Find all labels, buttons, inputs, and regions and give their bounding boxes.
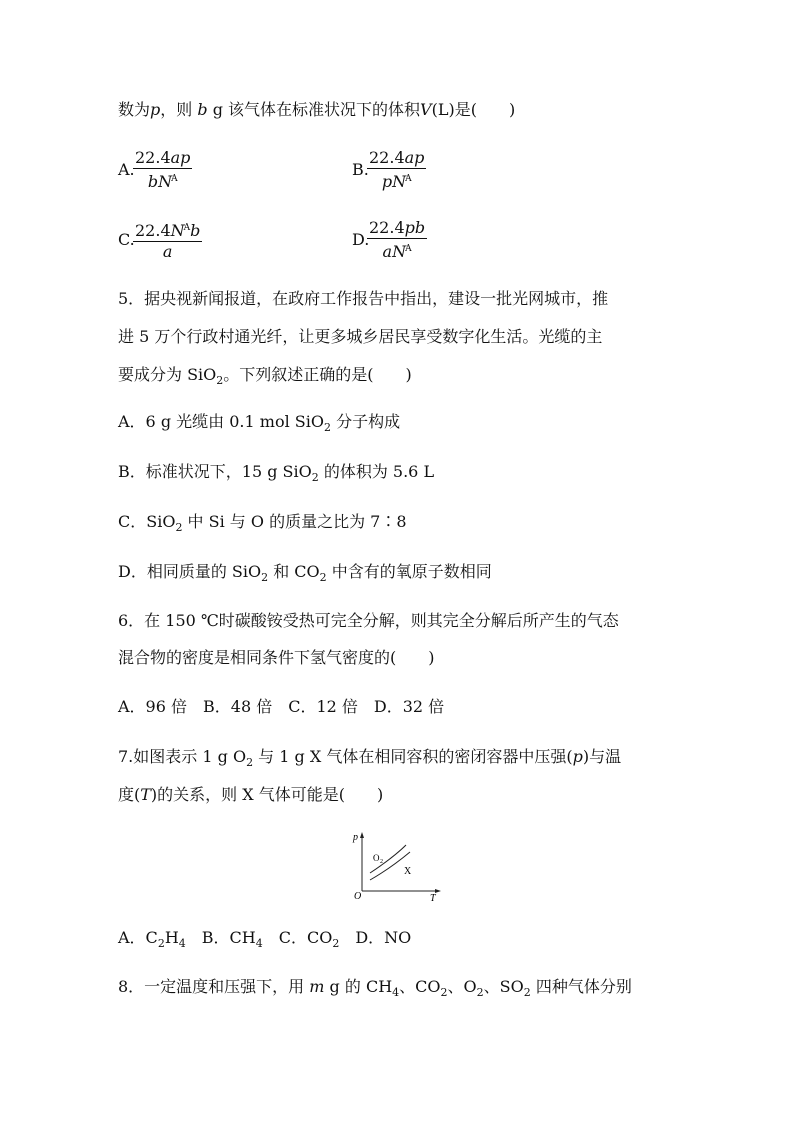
q4-option-c-fraction xyxy=(133,218,202,262)
y-axis-label: p xyxy=(353,832,358,843)
text: 四种气体分别 xyxy=(530,977,632,996)
num-var: ap xyxy=(170,148,191,167)
subscript: 2 xyxy=(440,986,448,999)
var-p: p xyxy=(150,100,161,119)
subscript: 4 xyxy=(255,937,263,950)
q7-line-1 xyxy=(118,746,621,774)
den-sup: A xyxy=(405,244,412,254)
subscript: 2 xyxy=(157,937,165,950)
q8-line-1 xyxy=(118,976,632,1004)
q4-option-c-label: C. xyxy=(118,230,135,249)
text: D．相同质量的 SiO xyxy=(118,562,262,581)
q6-line-2: 混合物的密度是相同条件下氢气密度的( ) xyxy=(118,648,435,667)
subscript: 4 xyxy=(392,986,400,999)
x-curve-label: X xyxy=(404,866,412,877)
text: 、CO xyxy=(399,977,441,996)
text: )的关系，则 X 气体可能是( ) xyxy=(150,785,384,804)
q4-stem-text: (L)是( ) xyxy=(431,100,516,119)
var-p: p xyxy=(572,747,583,766)
text: 要成分为 SiO xyxy=(118,365,217,384)
num-const: 22.4 xyxy=(369,218,405,237)
numerator xyxy=(133,218,202,242)
q7-options xyxy=(118,927,411,955)
numerator xyxy=(367,218,427,239)
numerator xyxy=(367,148,426,169)
text: 和 CO xyxy=(268,562,320,581)
subscript: 2 xyxy=(175,521,183,534)
num-const: 22.4 xyxy=(135,148,171,167)
num-var: ap xyxy=(404,148,425,167)
subscript: 2 xyxy=(311,471,319,484)
o2-label: O xyxy=(373,853,380,863)
q5-line-2: 进 5 万个行政村通光纤，让更多城乡居民享受数字化生活。光缆的主 xyxy=(118,327,603,346)
text: )与温 xyxy=(582,747,622,766)
denominator xyxy=(381,239,414,262)
text: g 的 CH xyxy=(324,977,393,996)
text: 8．一定温度和压强下，用 xyxy=(118,977,310,996)
num-var: b xyxy=(190,221,201,240)
q5-line-3 xyxy=(118,364,412,392)
var-v: V xyxy=(420,100,432,119)
num-sup: A xyxy=(183,223,191,233)
text: C．CO xyxy=(262,928,333,947)
q6-options: A．96 倍 B．48 倍 C．12 倍 D．32 倍 xyxy=(118,697,445,716)
subscript: 2 xyxy=(246,756,254,769)
text: 7.如图表示 1 g O xyxy=(118,747,247,766)
x-axis-arrow xyxy=(435,889,441,893)
denominator xyxy=(146,169,180,192)
text: 的体积为 5.6 L xyxy=(318,462,435,481)
subscript: 4 xyxy=(178,937,186,950)
text: 中含有的氧原子数相同 xyxy=(326,562,492,581)
q5-option-b xyxy=(118,461,434,489)
den-var: pN xyxy=(381,172,407,191)
text: 、SO xyxy=(483,977,524,996)
den-var: aN xyxy=(382,242,407,261)
var-t: T xyxy=(140,785,151,804)
num-const: 22.4 xyxy=(369,148,405,167)
text: 与 1 g X 气体在相同容积的密闭容器中压强( xyxy=(253,747,573,766)
var-b: b xyxy=(197,100,208,119)
num-var: pb xyxy=(404,218,426,237)
q4-option-d-fraction xyxy=(367,218,427,262)
q4-option-b-fraction xyxy=(367,148,426,192)
q4-stem-text: 数为 xyxy=(118,100,151,119)
q4-option-a-label: A. xyxy=(118,160,135,179)
text: 、O xyxy=(447,977,477,996)
q5-line-1: 5．据央视新闻报道，在政府工作报告中指出，建设一批光网城市，推 xyxy=(118,289,609,308)
num-var: N xyxy=(170,221,185,240)
den-var: bN xyxy=(147,172,173,191)
y-axis-arrow xyxy=(360,832,364,838)
q5-option-a xyxy=(118,411,400,439)
numerator xyxy=(133,148,192,169)
text: B．标准状况下，15 g SiO xyxy=(118,462,312,481)
denominator xyxy=(380,169,414,192)
q4-stem-text: g 该气体在标准状况下的体积 xyxy=(207,100,421,119)
q4-option-d-label: D. xyxy=(352,230,370,249)
subscript: 2 xyxy=(261,571,269,584)
origin-label: O xyxy=(354,891,362,902)
text: H xyxy=(164,928,179,947)
subscript: 2 xyxy=(476,986,484,999)
q7-line-2 xyxy=(118,784,383,806)
subscript: 2 xyxy=(319,571,327,584)
text: D．NO xyxy=(339,928,412,947)
q4-option-b-label: B. xyxy=(352,160,369,179)
q4-stem-text: ，则 xyxy=(160,100,198,119)
subscript: 2 xyxy=(323,421,331,434)
text: A．6 g 光缆由 0.1 mol SiO xyxy=(118,412,324,431)
text: 分子构成 xyxy=(330,412,401,431)
subscript: 2 xyxy=(216,374,224,387)
text: A．C xyxy=(118,928,158,947)
var-m: m xyxy=(309,977,325,996)
den-sup: A xyxy=(171,174,178,184)
num-const: 22.4 xyxy=(135,221,171,240)
subscript: 2 xyxy=(332,937,340,950)
q5-option-c xyxy=(118,511,407,539)
q4-stem xyxy=(118,99,515,121)
text: 度( xyxy=(118,785,141,804)
o2-label-sub: 2 xyxy=(380,859,383,865)
text: 。下列叙述正确的是( ) xyxy=(223,365,412,384)
x-axis-label: T xyxy=(430,893,436,903)
text: 中 Si 与 O 的质量之比为 7∶8 xyxy=(182,512,407,531)
text: B．CH xyxy=(185,928,256,947)
q4-option-a-fraction xyxy=(133,148,192,192)
q5-option-d xyxy=(118,561,492,589)
text: C．SiO xyxy=(118,512,176,531)
denominator xyxy=(161,242,175,262)
den-sup: A xyxy=(405,174,412,184)
subscript: 2 xyxy=(523,986,531,999)
q6-line-1: 6．在 150 ℃时碳酸铵受热可完全分解，则其完全分解后所产生的气态 xyxy=(118,611,619,630)
den-var: a xyxy=(162,242,173,261)
pressure-temperature-figure xyxy=(350,829,446,903)
